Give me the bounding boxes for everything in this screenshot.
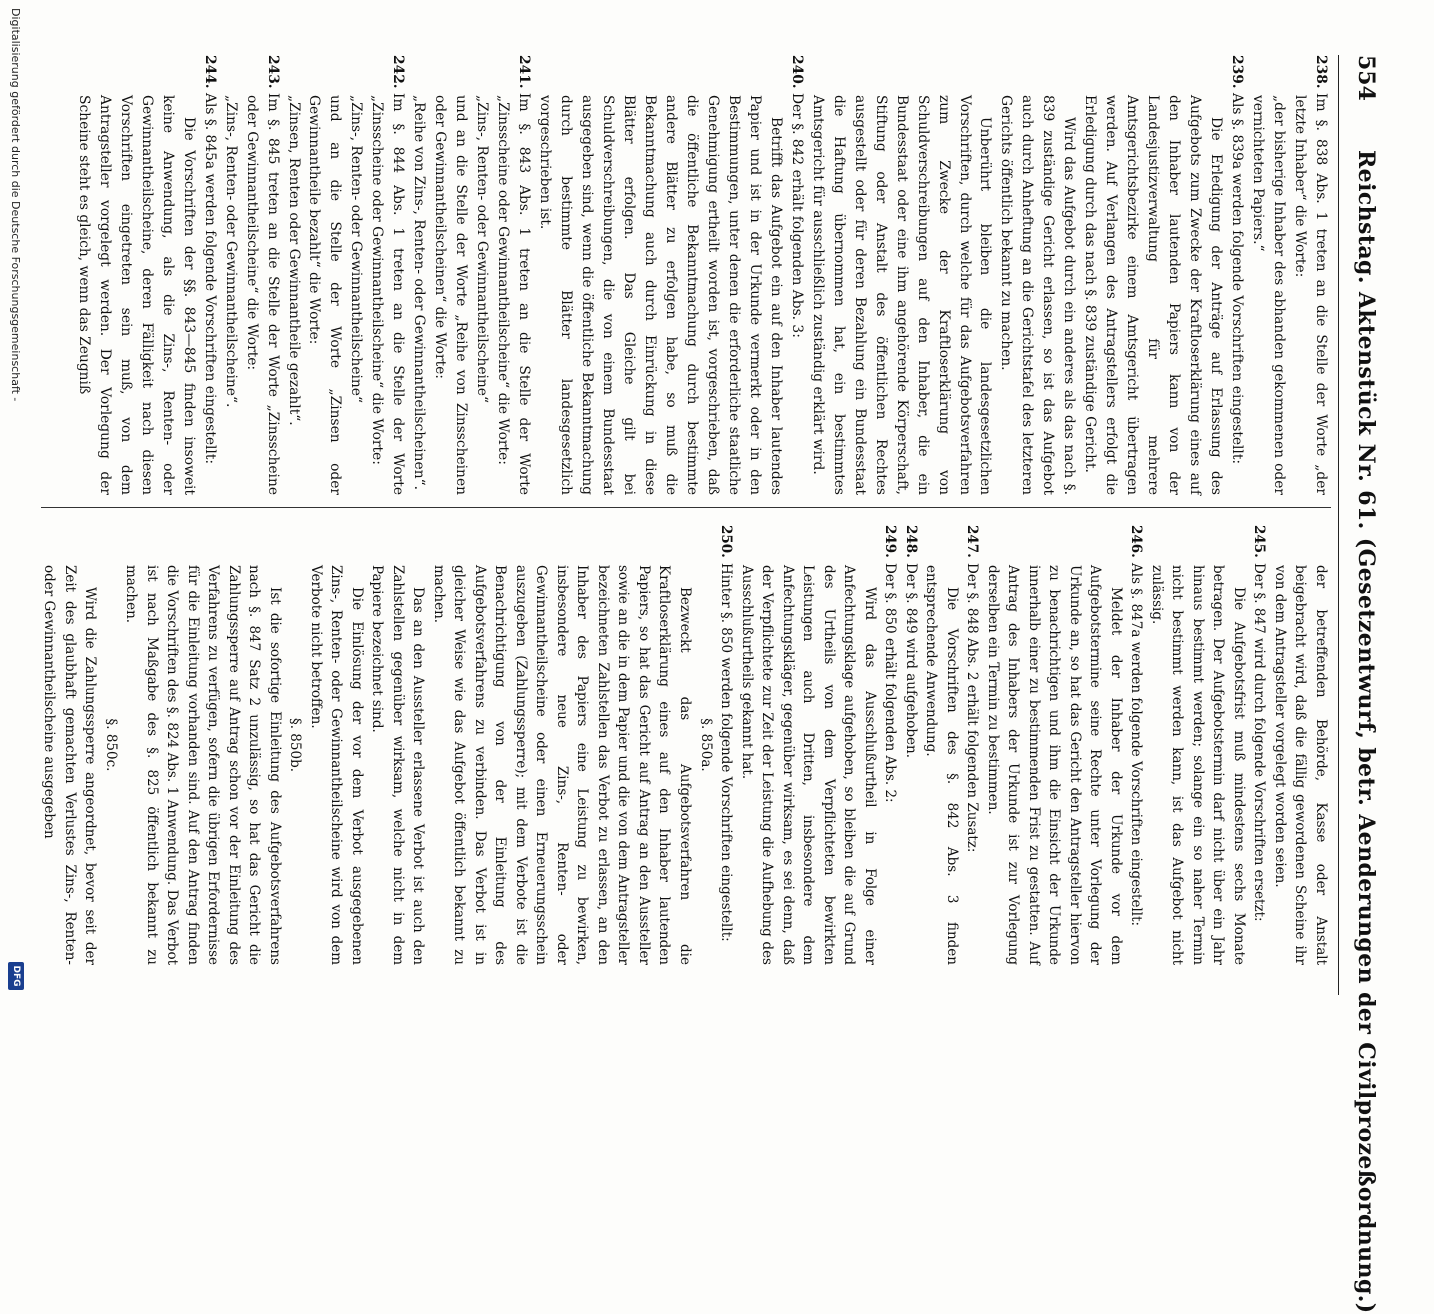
item-text: Als §. 847a werden folgende Vorschriften eingestellt: bbox=[1128, 563, 1145, 927]
paragraph: Die Einlösung der vor dem Verbot ausgegebenen Zins-, Renten- oder Gewinnantheilscheine wird von dem Verbote nicht betroffen. bbox=[307, 565, 365, 965]
item-number: 239. bbox=[1229, 55, 1246, 89]
item-text: Der §. 847 wird durch folgende Vorschriften ersetzt: bbox=[1251, 563, 1268, 922]
item-number: 245. bbox=[1251, 525, 1268, 558]
item-text: Als §. 845a werden folgende Vorschriften eingestellt: bbox=[201, 93, 218, 465]
item-number: 242. bbox=[390, 55, 407, 89]
item-text: Als §. 839a werden folgende Vorschriften eingestellt: bbox=[1229, 93, 1246, 465]
right-column bbox=[39, 525, 1331, 965]
digitization-footer bbox=[4, 0, 26, 1000]
section-heading: §. 850a. bbox=[697, 718, 714, 772]
header-rule bbox=[1338, 55, 1339, 995]
quoted-text: „Zinsen, Renten oder Gewinnantheile gezahlt“. bbox=[285, 95, 302, 426]
paragraph: Wird das Ausschlußurtheil in Folge einer Anfechtungsklage aufgehoben, so bleiben die auf Grund des Urtheils von dem Verpflichteten bewirkten Leistungen auch Dritten, insbesondere dem Anfechtungskläger, gegenüber wirksam, es sei denn, daß der Verpflichtete zur Zeit der Leistung die Aufhebung des Ausschlußurtheils gekannt hat. bbox=[738, 565, 878, 965]
item-text: Der §. 850 erhält folgenden Abs. 2: bbox=[882, 563, 899, 803]
dfg-logo: DFG bbox=[8, 962, 24, 990]
numbered-item bbox=[492, 55, 534, 495]
item-number: 246. bbox=[1128, 525, 1145, 558]
numbered-item bbox=[1226, 55, 1247, 495]
numbered-item bbox=[880, 525, 901, 965]
item-number: 249. bbox=[882, 525, 899, 558]
paragraph: Meldet der Inhaber der Urkunde vor dem Aufgebotstermine seine Rechte unter Vorlegung der Urkunde an, so hat das Gericht den Antragsteller hiervon zu benachrichtigen und ihm die Einsicht der Urkunde innerhalb einer zu bestimmenden Frist zu gestatten. Auf Antrag des Inhabers der Urkunde ist zur Vorlegung derselben ein Termin zu bestimmen. bbox=[984, 565, 1124, 965]
item-text: Im §. 845 treten an die Stelle der Worte „Zinsscheine oder Gewinnantheilscheine“ die Worte: bbox=[243, 93, 281, 495]
numbered-item bbox=[1249, 525, 1270, 965]
item-number: 238. bbox=[1313, 55, 1329, 89]
item-text: Hinter §. 850 werden folgende Vorschriften eingestellt: bbox=[718, 563, 735, 942]
section-heading: §. 850b. bbox=[287, 717, 304, 773]
page-number: 554 bbox=[1353, 55, 1379, 101]
quoted-text: „Zins-, Renten- oder Gewinnantheilscheine“ bbox=[348, 95, 365, 403]
paragraph: Die Erledigung der Anträge auf Erlassung des Aufgebots zum Zwecke der Kraftloserklärung eines auf den Inhaber lautenden Papiers kann von der Landesjustizverwaltung für mehrere Amtsgerichtsbezirke einem Amtsgericht übertragen werden. Auf Verlangen des Antragstellers erfolgt die Erledigung durch das nach §. 839 zuständige Gericht. bbox=[1082, 95, 1225, 495]
item-text: Der §. 842 erhält folgenden Abs. 3: bbox=[788, 93, 805, 338]
section-heading: §. 850c. bbox=[102, 718, 119, 772]
item-text: Im §. 843 Abs. 1 treten an die Stelle der Worte „Zinsscheine oder Gewinnantheilscheine“ die Worte: bbox=[495, 93, 533, 495]
paragraph: Bezweckt das Aufgebotsverfahren die Kraftloserklärung eines auf den Inhaber lautenden Papiers, so hat das Gericht auf Antrag an den Aussteller sowie an die in dem Papier und die von dem Antragsteller bezeichneten Zahlstellen das Verbot zu erlassen, an den Inhaber des Papiers eine Leistung zu bewirken, insbesondere neue Zins-, Renten- oder Gewinnantheilscheine oder einen Erneuerungsschein auszugeben (Zahlungssperre); mit dem Verbote ist die Benachrichtigung von der Einleitung des Aufgebotsverfahrens zu verbinden. Das Verbot ist in gleicher Weise wie das Aufgebot öffentlich bekannt zu machen. bbox=[430, 565, 694, 965]
numbered-item bbox=[716, 525, 737, 965]
left-column bbox=[73, 55, 1331, 495]
continued-paragraph: der betreffenden Behörde, Kasse oder Anstalt beigebracht wird, daß die fällig gewordenen Scheine ihr von dem Antragsteller vorgelegt worden seien. bbox=[1271, 565, 1329, 965]
numbered-item bbox=[241, 55, 283, 495]
numbered-item bbox=[786, 55, 807, 495]
numbered-item bbox=[962, 525, 983, 965]
quoted-text: „der bisherige Inhaber des abhanden gekommenen oder vernichteten Papiers.“ bbox=[1250, 95, 1288, 495]
quoted-text: und an die Stelle der Worte „Reihe von Zinsscheinen oder Gewinnantheilscheinen“ die Worte: bbox=[432, 95, 470, 495]
paragraph: Wird die Zahlungssperre angeordnet, bevor seit der Zeit des glaubhaft gemachten Verlustes Zins-, Renten- oder Gewinnantheilscheine ausgegeben bbox=[41, 565, 99, 965]
numbered-item bbox=[900, 525, 921, 965]
page-title: Reichstag. Aktenstück Nr. 61. (Gesetzentwurf, betr. Aenderungen der Civilprozeßordnung.) bbox=[1353, 150, 1379, 1314]
paragraph: Das an den Aussteller erlassene Verbot ist auch den Zahlstellen gegenüber wirksam, welche nicht in dem Papiere bezeichnet sind. bbox=[369, 565, 427, 965]
item-number: 243. bbox=[264, 55, 281, 89]
quoted-text: „Reihe von Zins-, Renten- oder Gewinnantheilscheinen“. bbox=[411, 95, 428, 491]
paragraph: Die Vorschriften der §§. 843—845 finden insoweit keine Anwendung, als die Zins-, Renten- oder Gewinnantheilscheine, deren Fälligkeit nach diesen Vorschriften eingetreten sein muß, von dem Antragsteller vorgelegt werden. Der Vorlegung der Scheine steht es gleich, wenn das Zeugniß bbox=[75, 95, 197, 495]
numbered-item bbox=[199, 55, 220, 495]
item-number: 250. bbox=[718, 525, 735, 558]
paragraph: Die Aufgebotsfrist muß mindestens sechs Monate betragen. Der Aufgebotstermin darf nicht über ein Jahr hinaus bestimmt werden; solange ein so naher Termin nicht bestimmt werden kann, ist das Aufgebot nicht zulässig. bbox=[1148, 565, 1247, 965]
paragraph: Unberührt bleiben die landesgesetzlichen Vorschriften, durch welche für das Aufgebotsverfahren zum Zwecke der Kraftloserklärung von Schuldverschreibungen auf den Inhaber, die ein Bundesstaat oder eine ihm angehörende Körperschaft, Stiftung oder Anstalt des öffentlichen Rechtes ausgestellt oder für deren Bezahlung ein Bundesstaat die Haftung übernommen hat, ein bestimmtes Amtsgericht für ausschließlich zuständig erklärt wird. bbox=[809, 95, 994, 495]
numbered-item bbox=[1126, 525, 1147, 965]
numbered-item bbox=[366, 55, 408, 495]
quoted-text: „Zins-, Renten- oder Gewinnantheilscheine“ bbox=[474, 95, 491, 403]
column-divider bbox=[41, 507, 1331, 508]
item-text: Der §. 848 Abs. 2 erhält folgenden Zusatz: bbox=[964, 563, 981, 853]
item-number: 247. bbox=[964, 525, 981, 558]
paragraph: Wird das Aufgebot durch ein anderes als das nach §. 839 zuständige Gericht erlassen, so ist das Aufgebot auch durch Anheftung an die Gerichtstafel des letzteren Gerichts öffentlich bekannt zu machen. bbox=[998, 95, 1078, 495]
item-text: Im §. 844 Abs. 1 treten an die Stelle der Worte „Zinsscheine oder Gewinnantheilscheine“ die Worte: bbox=[369, 93, 407, 495]
footer-text: Digitalisierung gefördert durch die Deutsche Forschungsgemeinschaft - bbox=[9, 8, 22, 402]
item-number: 248. bbox=[902, 525, 919, 558]
item-number: 241. bbox=[516, 55, 533, 89]
item-number: 240. bbox=[788, 55, 805, 89]
paragraph: Betrifft das Aufgebot ein auf den Inhaber lautendes Papier und ist in der Urkunde vermerkt oder in den Bestimmungen, unter denen die erforderliche staatliche Genehmigung ertheilt worden ist, vorgeschrieben, daß die öffentliche Bekanntmachung durch bestimmte andere Blätter zu erfolgen habe, so muß die Bekanntmachung auch durch Einrückung in diese Blätter erfolgen. Das Gleiche gilt bei Schuldverschreibungen, die von einem Bundesstaat ausgegeben sind, wenn die öffentliche Bekanntmachung durch bestimmte Blätter landesgesetzlich vorgeschrieben ist. bbox=[537, 95, 784, 495]
item-number: 244. bbox=[201, 55, 218, 89]
quoted-text: „Zins-, Renten- oder Gewinnantheilscheine“. bbox=[222, 95, 239, 408]
paragraph: Ist die sofortige Einleitung des Aufgebotsverfahrens nach §. 847 Satz 2 unzulässig, so hat das Gericht die Zahlungssperre auf Antrag schon vor der Einleitung des Verfahrens zu verfügen, sofern die übrigen Erfordernisse für die Einleitung vorhanden sind. Auf den Antrag finden die Vorschriften des §. 824 Abs. 1 Anwendung. Das Verbot ist nach Maßgabe des §. 825 öffentlich bekannt zu machen. bbox=[123, 565, 283, 965]
item-text: Im §. 838 Abs. 1 treten an die Stelle der Worte „der letzte Inhaber“ die Worte: bbox=[1292, 93, 1329, 495]
numbered-item bbox=[1289, 55, 1331, 495]
quoted-text: und an die Stelle der Worte „Zinsen oder Gewinnantheile bezahlt“ die Worte: bbox=[306, 95, 344, 495]
paragraph: Die Vorschriften des §. 842 Abs. 3 finden entsprechende Anwendung. bbox=[923, 565, 960, 965]
page-header bbox=[1339, 55, 1379, 1314]
item-text: Der §. 849 wird aufgehoben. bbox=[902, 563, 919, 759]
